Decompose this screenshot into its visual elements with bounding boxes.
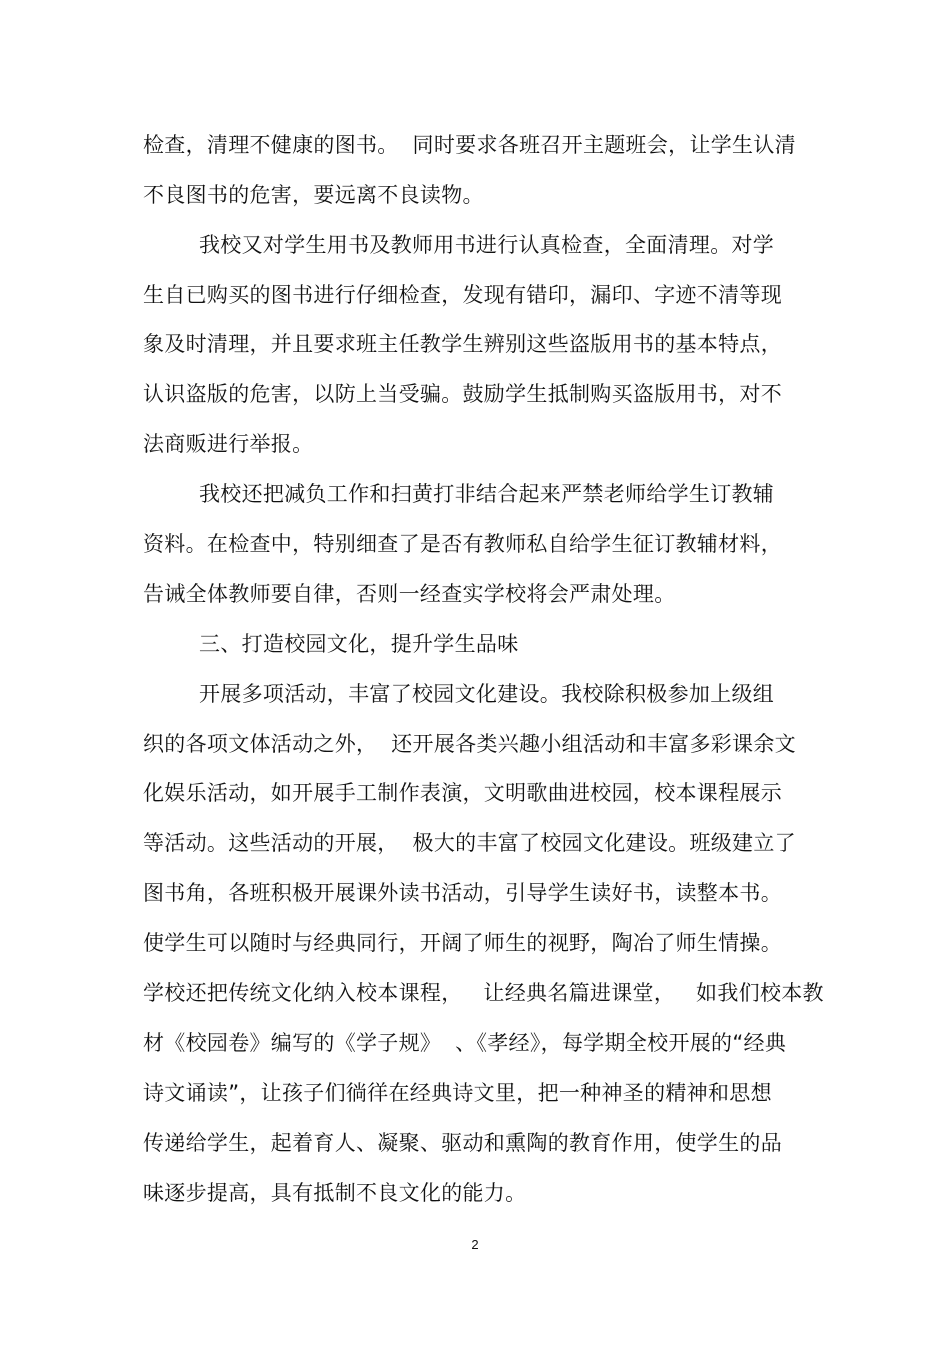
text-line: 检查，清理不健康的图书。 同时要求各班召开主题班会，让学生认清 <box>143 133 796 157</box>
text-line: 传递给学生，起着育人、凝聚、驱动和熏陶的教育作用，使学生的品 <box>143 1131 782 1155</box>
text-line: 图书角，各班积极开展课外读书活动，引导学生读好书，读整本书。 <box>143 881 782 905</box>
text-line: 学校还把传统文化纳入校本课程， 让经典名篇进课堂， 如我们校本教 <box>143 981 824 1005</box>
text-line: 开展多项活动，丰富了校园文化建设。我校除积极参加上级组 <box>199 682 775 706</box>
text-line: 等活动。这些活动的开展， 极大的丰富了校园文化建设。班级建立了 <box>143 831 796 855</box>
text-line: 法商贩进行举报。 <box>143 432 314 456</box>
text-line: 诗文诵读”，让孩子们徜徉在经典诗文里，把一种神圣的精神和思想 <box>143 1081 772 1105</box>
text-line: 资料。在检查中，特别细查了是否有教师私自给学生征订教辅材料， <box>143 532 782 556</box>
page-number: 2 <box>471 1237 479 1252</box>
text-line: 材《校园卷》编写的《学子规》 、《孝经》，每学期全校开展的“经典 <box>143 1031 787 1055</box>
text-line: 我校还把减负工作和扫黄打非结合起来严禁老师给学生订教辅 <box>199 482 775 506</box>
text-line: 告诫全体教师要自律，否则一经查实学校将会严肃处理。 <box>143 582 676 606</box>
text-line: 不良图书的危害，要远离不良读物。 <box>143 183 484 207</box>
text-line: 味逐步提高，具有抵制不良文化的能力。 <box>143 1181 527 1205</box>
text-line: 使学生可以随时与经典同行，开阔了师生的视野，陶冶了师生情操。 <box>143 931 782 955</box>
text-line: 认识盗版的危害，以防上当受骗。鼓励学生抵制购买盗版用书，对不 <box>143 382 782 406</box>
section-heading: 三、打造校园文化，提升学生品味 <box>199 632 519 656</box>
text-line: 织的各项文体活动之外， 还开展各类兴趣小组活动和丰富多彩课余文 <box>143 732 796 756</box>
text-line: 象及时清理，并且要求班主任教学生辨别这些盗版用书的基本特点， <box>143 332 782 356</box>
text-line: 化娱乐活动，如开展手工制作表演，文明歌曲进校园，校本课程展示 <box>143 781 782 805</box>
text-line: 我校又对学生用书及教师用书进行认真检查，全面清理。对学 <box>199 233 775 257</box>
text-line: 生自已购买的图书进行仔细检查，发现有错印，漏印、字迹不清等现 <box>143 283 782 307</box>
